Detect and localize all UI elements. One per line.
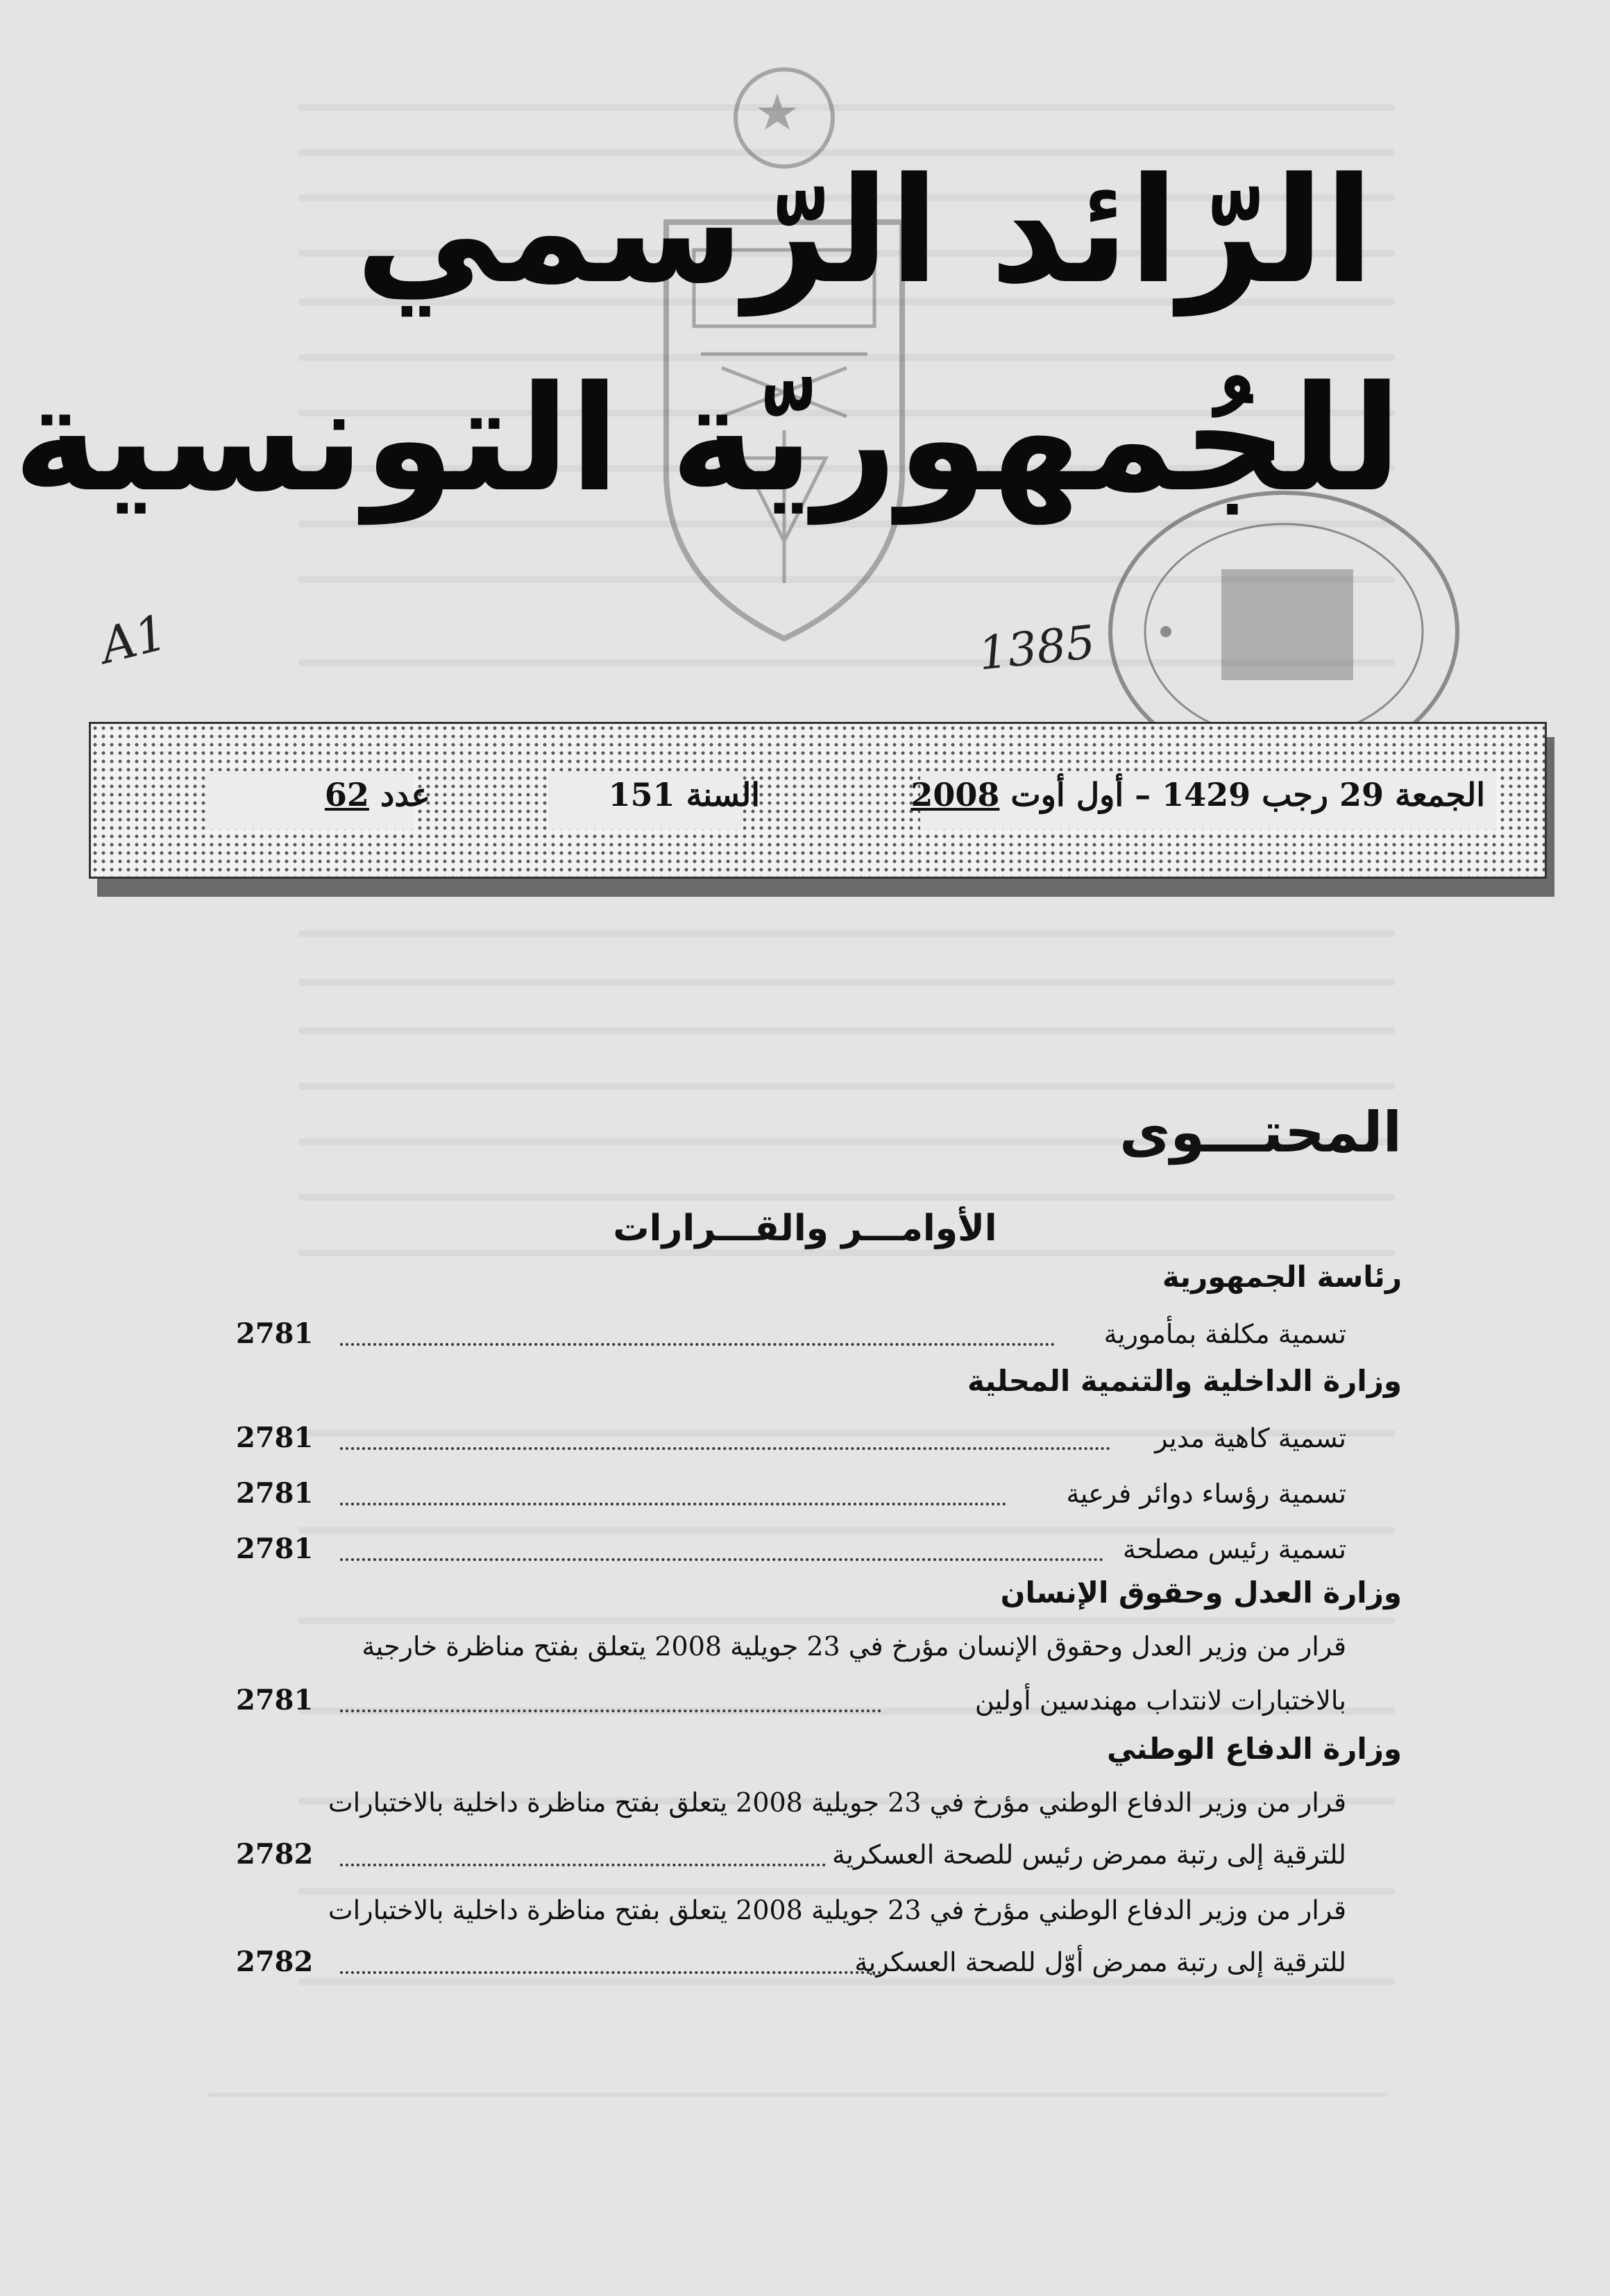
leader-dots (340, 1971, 881, 1974)
issue-year: السنة 151 (608, 776, 760, 813)
toc-page-number: 2782 (236, 1838, 314, 1871)
toc-entry-continued: للترقية إلى رتبة ممرض رئيس للصحة العسكرية (832, 1839, 1346, 1870)
toc-page-number: 2781 (236, 1421, 314, 1454)
toc-entry: تسمية كاهية مدير (1155, 1423, 1346, 1453)
issue-date-text: الجمعة 29 رجب 1429 – أول أوت (1010, 776, 1485, 813)
toc-page-number: 2781 (236, 1684, 314, 1716)
contents-title: المحتـــوى (1119, 1100, 1402, 1165)
contents-subtitle: الأوامـــر والقـــرارات (613, 1208, 997, 1249)
issue-number-value: 62 (324, 776, 369, 813)
bleed-line (298, 1027, 1395, 1034)
toc-entry-continued: بالاختبارات لانتداب مهندسين أولين (974, 1685, 1346, 1716)
section-presidency: رئاسة الجمهورية (1162, 1260, 1402, 1294)
bleed-line (298, 930, 1395, 937)
toc-page-number: 2781 (236, 1317, 314, 1350)
issue-number (325, 776, 430, 813)
leader-dots (340, 1864, 826, 1866)
bleed-line (208, 2093, 1388, 2097)
leader-dots (340, 1503, 1006, 1505)
toc-entry-continued: للترقية إلى رتبة ممرض أوّل للصحة العسكرية (854, 1947, 1346, 1977)
section-defense: وزارة الدفاع الوطني (1107, 1732, 1402, 1766)
bleed-line (298, 1249, 1395, 1256)
issue-date (910, 776, 1485, 813)
masthead-title-line2: للجُمهوريّة التونسية (12, 354, 1402, 524)
bleed-line (298, 1194, 1395, 1201)
bleed-line (298, 1888, 1395, 1895)
toc-entry: قرار من وزير العدل وحقوق الإنسان مؤرخ في 23 جويلية 2008 يتعلق بفتح مناظرة خارجية (362, 1631, 1346, 1662)
toc-entry: تسمية مكلفة بمأمورية (1103, 1319, 1346, 1349)
toc-entry: تسمية رئيس مصلحة (1122, 1534, 1346, 1564)
bleed-line (298, 1527, 1395, 1534)
bleed-line (298, 1978, 1395, 1985)
section-interior: وزارة الداخلية والتنمية المحلية (967, 1364, 1402, 1398)
toc-page-number: 2781 (236, 1477, 314, 1510)
bleed-line (298, 979, 1395, 986)
toc-page-number: 2782 (236, 1945, 314, 1978)
toc-entry: قرار من وزير الدفاع الوطني مؤرخ في 23 جويلية 2008 يتعلق بفتح مناظرة داخلية بالاختبارات (328, 1895, 1346, 1925)
bleed-line (298, 1083, 1395, 1090)
toc-entry: تسمية رؤساء دوائر فرعية (1066, 1478, 1346, 1509)
issue-number-label: عدد (380, 776, 430, 813)
leader-dots (340, 1710, 881, 1712)
handwritten-reference: A1 (94, 603, 173, 675)
leader-dots (340, 1447, 1110, 1450)
toc-entry: قرار من وزير الدفاع الوطني مؤرخ في 23 جويلية 2008 يتعلق بفتح مناظرة داخلية بالاختبارات (328, 1787, 1346, 1818)
masthead-title-line1: الرّائد الرّسمي (355, 146, 1374, 316)
issue-date-year: 2008 (910, 776, 1000, 813)
toc-page-number: 2781 (236, 1533, 314, 1565)
coat-of-arms-emblem (638, 42, 930, 652)
bleed-line (298, 1617, 1395, 1624)
section-justice: وزارة العدل وحقوق الإنسان (1000, 1576, 1402, 1610)
leader-dots (340, 1558, 1103, 1561)
handwritten-number: 1385 (976, 615, 1098, 681)
leader-dots (340, 1343, 1055, 1346)
